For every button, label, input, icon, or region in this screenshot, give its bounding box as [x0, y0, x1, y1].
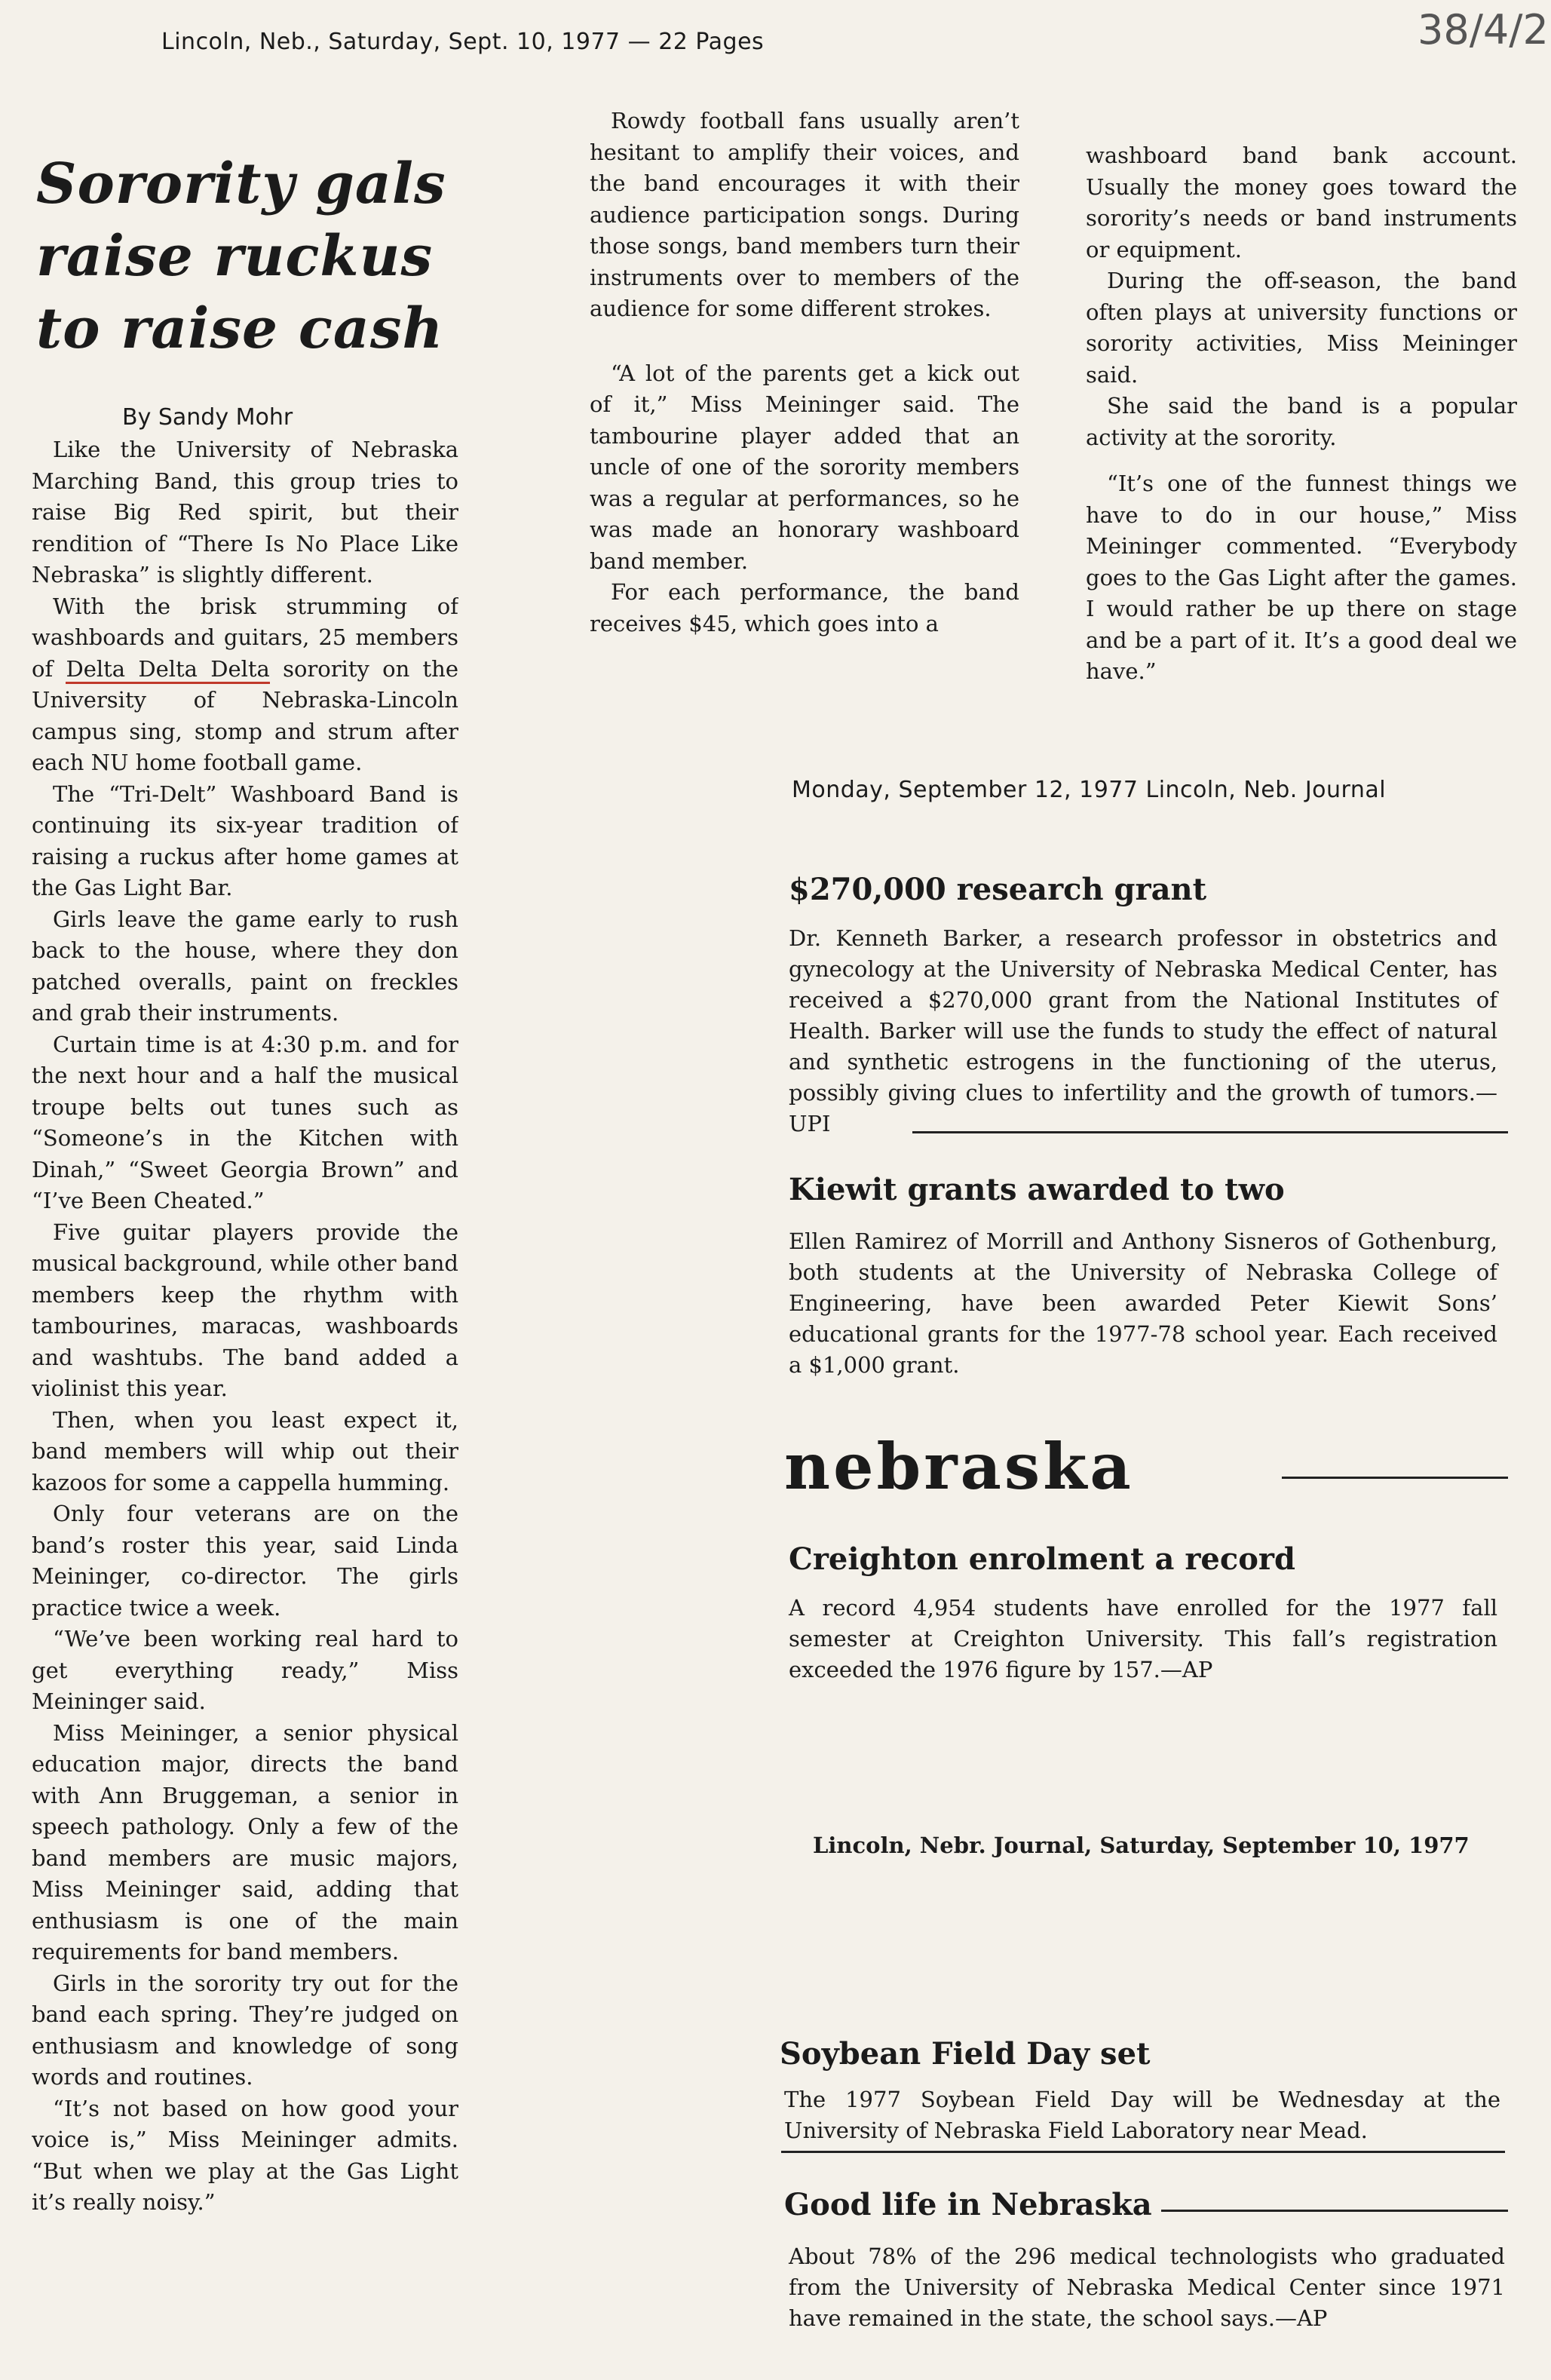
paragraph: Only four veterans are on the band’s roster this year, said Linda Meininger, co-director. The girls practice twice a week. — [32, 1501, 458, 1621]
headline-line-3: to raise cash — [36, 296, 444, 361]
paragraph: During the off-season, the band often plays at university functions or sorority activities, Miss Meininger said. — [1086, 268, 1517, 388]
paragraph: Then, when you least expect it, band members will whip out their kazoos for some a cappella humming. — [32, 1406, 458, 1495]
left-dateline: Lincoln, Neb., Saturday, Sept. 10, 1977 — 22 Pages — [161, 29, 765, 55]
soybean-headline: Soybean Field Day set — [780, 2036, 1151, 2072]
research-body: Dr. Kenneth Barker, a research professor in obstetrics and gynecology at the University of Nebraska Medical Center, has received a $270,000 grant from the National Institutes of Health. Barker will use the funds to study the effect of natural and synthetic estrogens in the functioning of the uterus, possibly giving clues to infertility and the growth of tumors.—UPI — [789, 925, 1497, 1136]
nebraska-flag: nebraska — [784, 1429, 1134, 1504]
article-column-1 — [32, 434, 458, 2259]
paragraph: Girls in the sorority try out for the band each spring. They’re judged on enthusiasm and knowledge of song words and routines. — [32, 1970, 458, 2090]
headline-line-2: raise ruckus — [36, 224, 434, 289]
research-headline: $270,000 research grant — [789, 872, 1207, 907]
paragraph: “A lot of the parents get a kick out of it,” Miss Meininger said. The tambourine player added that an uncle of one of the sorority members was a regular at performances, so he was made an honorary washboard band member. — [590, 360, 1019, 574]
creighton-headline: Creighton enrolment a record — [789, 1541, 1295, 1577]
article-column-3 — [1086, 140, 1517, 688]
right-dateline: Monday, September 12, 1977 Lincoln, Neb. Journal — [792, 777, 1387, 803]
paragraph: “We’ve been working real hard to get everything ready,” Miss Meininger said. — [32, 1626, 458, 1714]
paragraph: Rowdy football fans usually aren’t hesitant to amplify their voices, and the band encourages it with their audience participation songs. During those songs, band members turn their instruments over to members of the audience for some different strokes. — [590, 108, 1019, 321]
goodlife-body: About 78% of the 296 medical technologists who graduated from the University of Nebraska Medical Center since 1971 have remained in the state, the school says.—AP — [789, 2244, 1505, 2331]
headline-line-1: Sorority gals — [36, 152, 446, 216]
flag-rule — [1282, 1477, 1508, 1479]
kiewit-body: Ellen Ramirez of Morrill and Anthony Sisneros of Gothenburg, both students at the University of Nebraska College of Engineering, have been awarded Peter Kiewit Sons’ educational grants for the 1977-78 school year. Each received a $1,000 grant. — [789, 1228, 1497, 1378]
paragraph: Girls leave the game early to rush back to the house, where they don patched overalls, paint on freckles and grab their instruments. — [32, 906, 458, 1026]
corner-mark: 38/4/2 — [1418, 6, 1549, 54]
kiewit-headline: Kiewit grants awarded to two — [789, 1172, 1285, 1207]
creighton-body: A record 4,954 students have enrolled for the 1977 fall semester at Creighton University. This fall’s registration exceeded the 1976 figure by 157.—AP — [789, 1595, 1497, 1682]
paragraph: Five guitar players provide the musical background, while other band members keep the rhythm with tambourines, maracas, washboards and washtubs. The band added a violinist this year. — [32, 1219, 458, 1401]
paragraph: For each performance, the band receives $45, which goes into a — [590, 579, 1019, 636]
divider-rule — [781, 2151, 1505, 2153]
paragraph: She said the band is a popular activity at the sorority. — [1086, 393, 1517, 450]
paragraph: “It’s not based on how good your voice is,” Miss Meininger admits. “But when we play at the Gas Light it’s really noisy.” — [32, 2095, 458, 2215]
article-column-2 — [590, 106, 1019, 639]
paragraph: washboard band bank account. Usually the money goes toward the sorority’s needs or band instruments or equipment. — [1086, 143, 1517, 262]
highlighted-sorority-name: Delta Delta Delta — [66, 656, 269, 684]
paragraph: “It’s one of the funnest things we have to do in our house,” Miss Meininger commented. “Everybody goes to the Gas Light after the games. I would rather be up there on stage and be a part of it. It’s a good deal we have.” — [1086, 471, 1517, 684]
paragraph: The “Tri-Delt” Washboard Band is continuing its six-year tradition of raising a ruckus after home games at the Gas Light Bar. — [32, 781, 458, 900]
paragraph: Curtain time is at 4:30 p.m. and for the next hour and a half the musical troupe belts out tunes such as “Someone’s in the Kitchen with Dinah,” “Sweet Georgia Brown” and “I’ve Been Cheated.” — [32, 1031, 458, 1213]
goodlife-headline: Good life in Nebraska — [784, 2187, 1152, 2222]
byline: By Sandy Mohr — [122, 404, 293, 431]
saturday-dateline: Lincoln, Nebr. Journal, Saturday, September 10, 1977 — [813, 1833, 1470, 1858]
paragraph: Miss Meininger, a senior physical education major, directs the band with Ann Bruggeman, a senior in speech pathology. Only a few of the band members are music majors, Miss Meininger said, adding that enthusiasm is one of the main requirements for band members. — [32, 1719, 458, 1964]
soybean-body: The 1977 Soybean Field Day will be Wednesday at the University of Nebraska Field Laboratory near Mead. — [784, 2087, 1500, 2143]
divider-rule — [912, 1131, 1508, 1133]
paragraph: With the brisk strumming of washboards and guitars, 25 members of Delta Delta Delta sorority on the University of Nebraska-Lincoln campus sing, stomp and strum after each NU home football game. — [32, 593, 458, 775]
paragraph: Like the University of Nebraska Marching Band, this group tries to raise Big Red spirit, but their rendition of “There Is No Place Like Nebraska” is slightly different. — [32, 437, 458, 587]
goodlife-rule — [1161, 2210, 1508, 2212]
article-headline — [36, 148, 458, 365]
